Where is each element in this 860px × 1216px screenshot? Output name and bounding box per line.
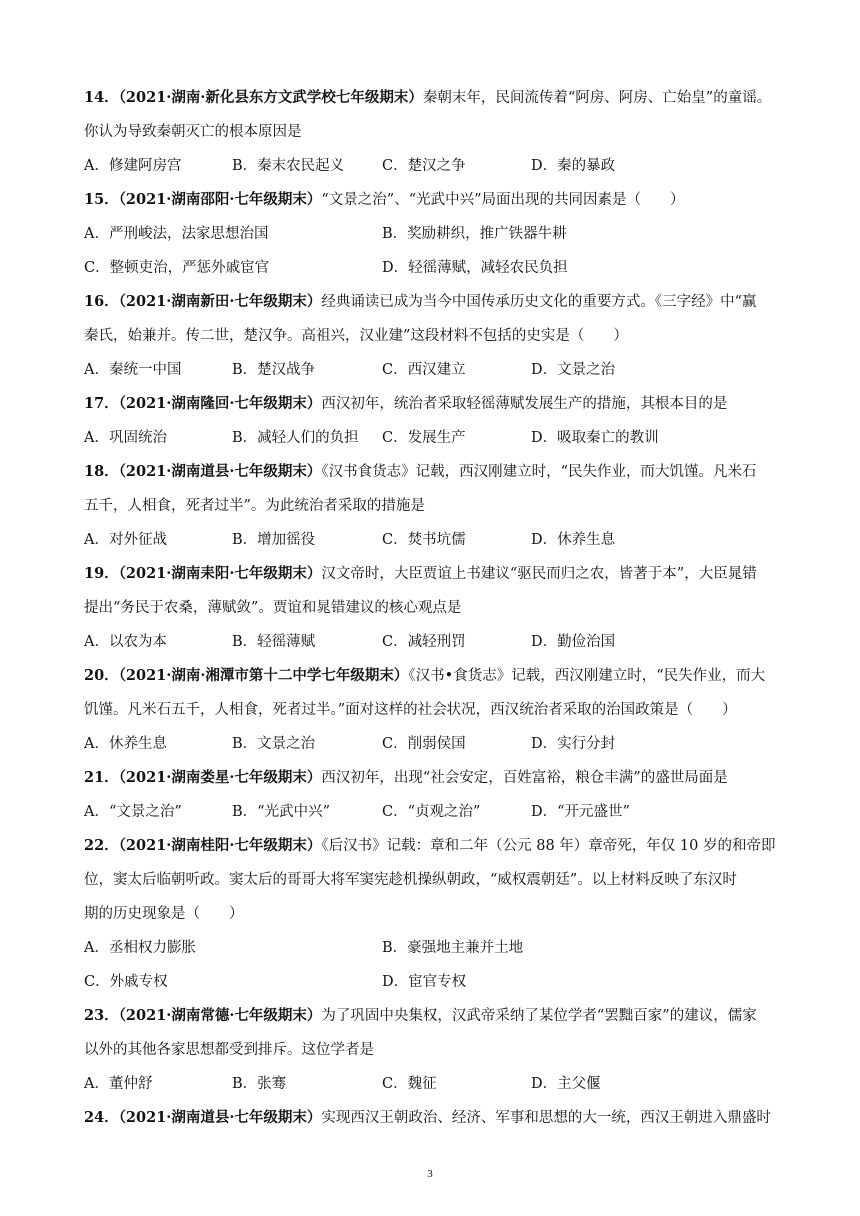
question-14 (84, 88, 784, 108)
page-number: 3 (427, 1168, 433, 1180)
question-source: （2021·湖南娄星·七年级期末） (118, 769, 322, 786)
question-source: （2021·湖南·湘潭市第十二中学七年级期末） (118, 667, 409, 684)
question-source: （2021·湖南·新化县东方文武学校七年级期末） (118, 89, 423, 106)
question-source: （2021·湖南常德·七年级期末） (118, 1007, 322, 1024)
question-text: 西汉初年，统治者采取轻徭薄赋发展生产的措施，其根本目的是 (321, 396, 728, 412)
question-source: （2021·湖南新田·七年级期末） (118, 293, 322, 310)
question-source: （2021·湖南道县·七年级期末） (118, 1109, 322, 1126)
question-number: 15． (84, 191, 119, 208)
question-text-continued: 位，窦太后临朝听政。窦太后的哥哥大将军窦宪趁机操纵朝政，“威权震朝廷”。以上材料反映了东汉时 (84, 872, 737, 888)
question-text: 汉文帝时，大臣贾谊上书建议“驱民而归之农，皆著于本”，大臣晁错 (321, 566, 757, 582)
question-number: 20． (84, 667, 119, 684)
question-number: 16． (84, 293, 119, 310)
option-b: B．秦末农民起义 (232, 158, 345, 174)
question-number: 21． (84, 769, 119, 786)
option-c: C．整顿吏治，严惩外戚宦官 (84, 260, 270, 276)
question-text: 秦朝末年，民间流传着“阿房、阿房、亡始皇”的童谣。 (422, 90, 772, 106)
question-text: “文景之治”、“光武中兴”局面出现的共同因素是（ ） (321, 192, 685, 208)
question-source: （2021·湖南桂阳·七年级期末） (118, 837, 322, 854)
option-d: D．“开元盛世” (531, 804, 630, 820)
question-text-continued: 五千，人相食，死者过半”。为此统治者采取的措施是 (84, 498, 425, 514)
option-d: D．实行分封 (531, 736, 616, 752)
option-c: C．西汉建立 (382, 362, 466, 378)
option-b: B．文景之治 (232, 736, 316, 752)
question-number: 23． (84, 1007, 119, 1024)
question-text-continued: 秦氏，始兼并。传二世，楚汉争。高祖兴，汉业建”这段材料不包括的史实是（ ） (84, 328, 628, 344)
question-text: 《后汉书》记载：章和二年（公元 88 年）章帝死，年仅 10 岁的和帝即 (321, 838, 776, 854)
question-number: 18． (84, 463, 119, 480)
question-22 (84, 836, 784, 856)
option-a: A．董仲舒 (84, 1076, 153, 1092)
question-source: （2021·湖南邵阳·七年级期末） (118, 191, 322, 208)
option-d: D．勤俭治国 (531, 634, 616, 650)
question-text: 经典诵读已成为当今中国传承历史文化的重要方式。《三字经》中“赢 (321, 294, 757, 310)
option-d: D．轻徭薄赋，减轻农民负担 (382, 260, 568, 276)
question-15 (84, 190, 784, 210)
question-source: （2021·湖南耒阳·七年级期末） (118, 565, 322, 582)
question-source: （2021·湖南道县·七年级期末） (118, 463, 322, 480)
option-c: C．“贞观之治” (382, 804, 481, 820)
question-23 (84, 1006, 784, 1026)
option-a: A．丞相权力膨胀 (84, 940, 196, 956)
question-16 (84, 292, 784, 312)
option-c: C．魏征 (382, 1076, 437, 1092)
question-text-continued: 期的历史现象是（ ） (84, 906, 244, 922)
option-c: C．发展生产 (382, 430, 466, 446)
question-text: 为了巩固中央集权，汉武帝采纳了某位学者“罢黜百家”的建议，儒家 (321, 1008, 757, 1024)
question-text: 实现西汉王朝政治、经济、军事和思想的大一统，西汉王朝进入鼎盛时 (321, 1110, 771, 1126)
question-text-continued: 提出“务民于农桑，薄赋敛”。贾谊和晁错建议的核心观点是 (84, 600, 462, 616)
option-a: A．以农为本 (84, 634, 167, 650)
option-d: D．主父偃 (531, 1076, 601, 1092)
option-d: D．吸取秦亡的教训 (531, 430, 659, 446)
option-a: A．“文景之治” (84, 804, 182, 820)
question-number: 14． (84, 89, 119, 106)
option-a: A．修建阿房宫 (84, 158, 182, 174)
option-c: C．减轻刑罚 (382, 634, 466, 650)
option-c: C．焚书坑儒 (382, 532, 466, 548)
question-text: 《汉书•食货志》记载，西汉刚建立时，“民失作业，而大 (408, 668, 766, 684)
option-b: B．奖励耕织，推广铁器牛耕 (382, 226, 567, 242)
question-20 (84, 666, 784, 686)
question-21 (84, 768, 784, 788)
option-a: A．巩固统治 (84, 430, 167, 446)
question-text-continued: 饥馑。凡米石五千，人相食，死者过半。”面对这样的社会状况，西汉统治者采取的治国政策是（ ） (84, 702, 737, 718)
question-19 (84, 564, 784, 584)
option-b: B．轻徭薄赋 (232, 634, 316, 650)
option-b: B．楚汉战争 (232, 362, 316, 378)
question-text-continued: 你认为导致秦朝灭亡的根本原因是 (84, 124, 302, 140)
option-a: A．对外征战 (84, 532, 167, 548)
question-number: 24． (84, 1109, 119, 1126)
question-text: 西汉初年，出现“社会安定，百姓富裕，粮仓丰满”的盛世局面是 (321, 770, 728, 786)
question-source: （2021·湖南隆回·七年级期末） (118, 395, 322, 412)
question-24 (84, 1108, 784, 1128)
question-number: 19． (84, 565, 119, 582)
question-text-continued: 以外的其他各家思想都受到排斥。这位学者是 (84, 1042, 374, 1058)
question-text: 《汉书食货志》记载，西汉刚建立时，“民失作业，而大饥馑。凡米石 (321, 464, 757, 480)
option-b: B．“光武中兴” (232, 804, 330, 820)
option-a: A．严刑峻法，法家思想治国 (84, 226, 269, 242)
option-b: B．张骞 (232, 1076, 287, 1092)
option-a: A．休养生息 (84, 736, 167, 752)
option-b: B．减轻人们的负担 (232, 430, 359, 446)
option-d: D．秦的暴政 (531, 158, 616, 174)
question-number: 17． (84, 395, 119, 412)
question-18 (84, 462, 784, 482)
option-b: B．增加徭役 (232, 532, 316, 548)
option-d: D．休养生息 (531, 532, 616, 548)
option-b: B．豪强地主兼并土地 (382, 940, 524, 956)
option-d: D．宦官专权 (382, 974, 467, 990)
question-17 (84, 394, 784, 414)
option-c: C．外戚专权 (84, 974, 168, 990)
option-a: A．秦统一中国 (84, 362, 182, 378)
question-number: 22． (84, 837, 119, 854)
option-d: D．文景之治 (531, 362, 616, 378)
option-c: C．削弱侯国 (382, 736, 466, 752)
option-c: C．楚汉之争 (382, 158, 466, 174)
